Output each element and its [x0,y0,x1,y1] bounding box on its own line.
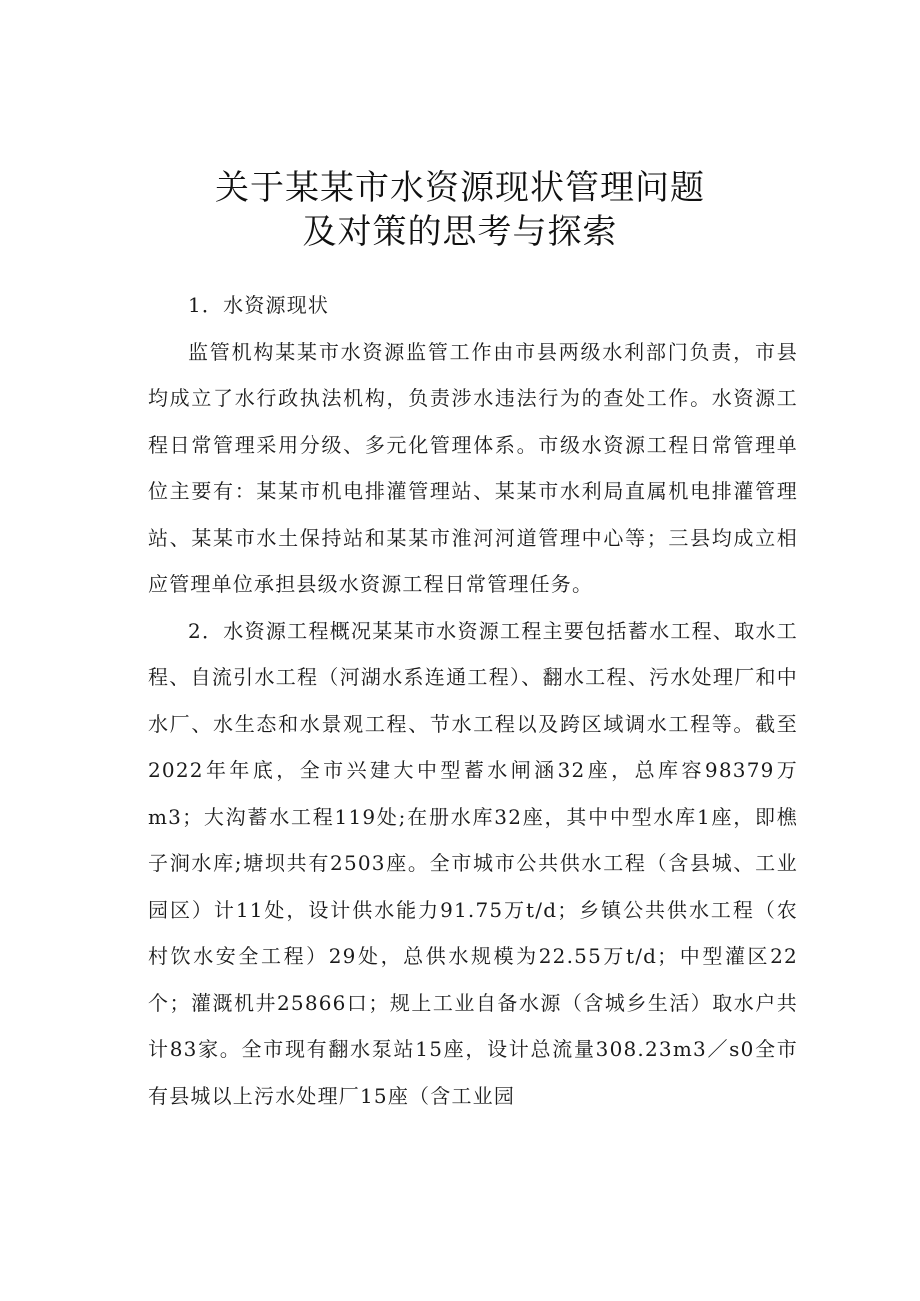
paragraph-engineering-overview: 2．水资源工程概况某某市水资源工程主要包括蓄水工程、取水工程、自流引水工程（河湖水系连通工程）、翻水工程、污水处理厂和中水厂、水生态和水景观工程、节水工程以及跨区域调水工程等。截至2022年年底，全市兴建大中型蓄水闸涵32座，总库容98379万m3；大沟蓄水工程119处;在册水库32座，其中中型水库1座，即樵子涧水库;塘坝共有2503座。全市城市公共供水工程（含县城、工业园区）计11处，设计供水能力91.75万t/d；乡镇公共供水工程（农村饮水安全工程）29处，总供水规模为22.55万t/d；中型灌区22个；灌溉机井25866口；规上工业自备水源（含城乡生活）取水户共计83家。全市现有翻水泵站15座，设计总流量308.23m3／s0全市有县城以上污水处理厂15座（含工业园 [148,618,798,1108]
document-title-line-1: 关于某某市水资源现状管理问题 [215,168,705,208]
document-body [148,282,798,1119]
paragraph-supervision: 监管机构某某市水资源监管工作由市县两级水利部门负责，市县均成立了水行政执法机构，负责涉水违法行为的查处工作。水资源工程日常管理采用分级、多元化管理体系。市级水资源工程日常管理单位主要有：某某市机电排灌管理站、某某市水利局直属机电排灌管理站、某某市水土保持站和某某市淮河河道管理中心等；三县均成立相应管理单位承担县级水资源工程日常管理任务。 [148,339,798,596]
document-title-line-2: 及对策的思考与探索 [302,212,618,252]
section-heading-water-status: 1．水资源现状 [188,293,330,317]
